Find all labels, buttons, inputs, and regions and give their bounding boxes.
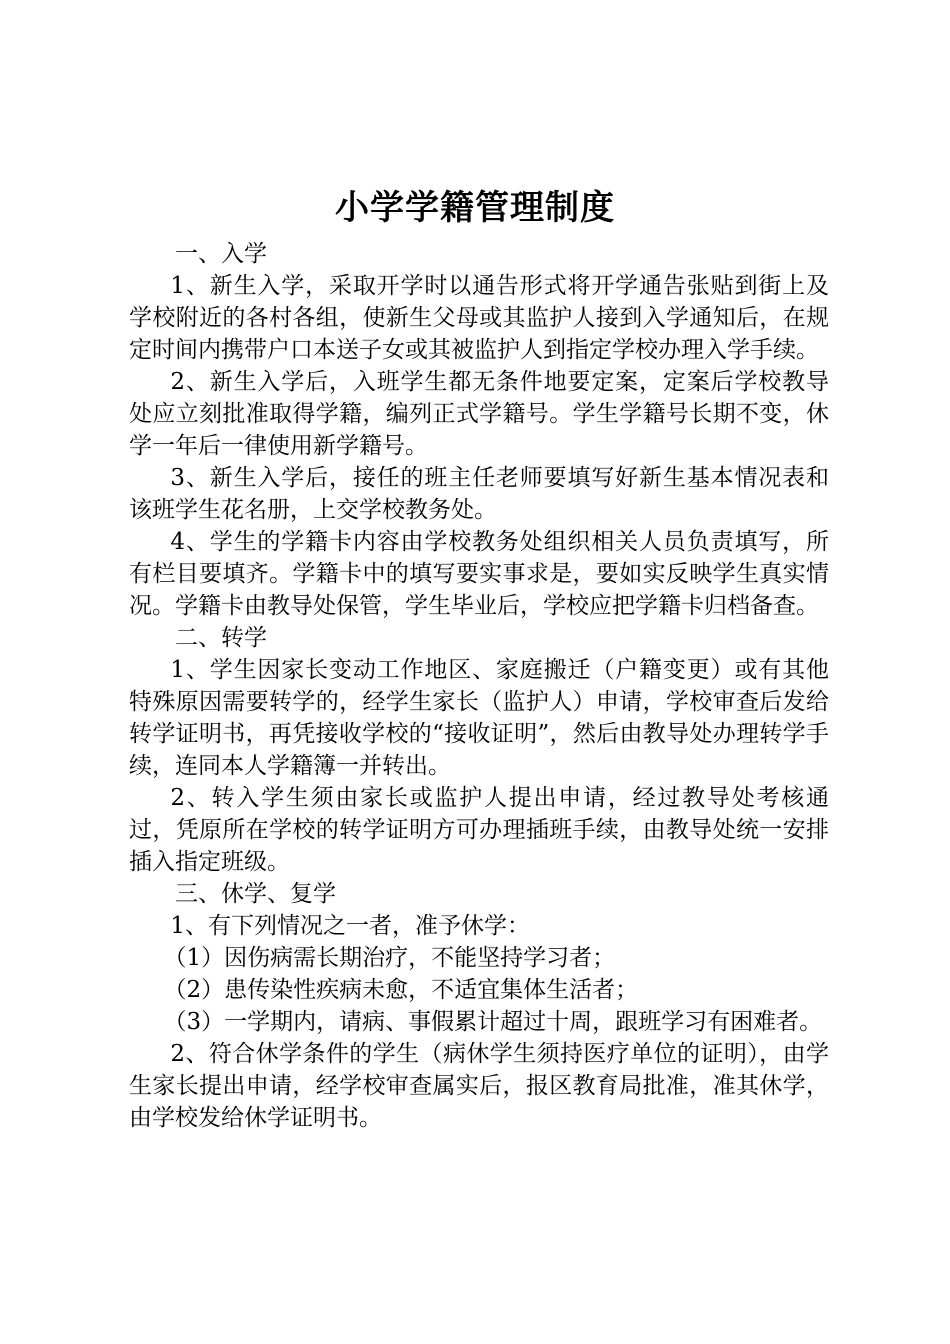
list-item: （3）一学期内，请病、事假累计超过十周，跟班学习有困难者。 (163, 1009, 823, 1035)
paragraph: 3、新生入学后，接任的班主任老师要填写好新生基本情况表和该班学生花名册，上交学校教务处。 (129, 465, 829, 523)
list-item: （2）患传染性疾病未愈，不适宜集体生活者； (163, 977, 639, 1003)
paragraph: 2、符合休学条件的学生（病休学生须持医疗单位的证明），由学生家长提出申请，经学校审查属实后，报区教育局批准，准其休学，由学校发给休学证明书。 (129, 1041, 829, 1131)
section-heading-transfer: 二、转学 (175, 625, 267, 651)
paragraph: 2、新生入学后，入班学生都无条件地要定案，定案后学校教导处应立刻批准取得学籍，编列正式学籍号。学生学籍号长期不变，休学一年后一律使用新学籍号。 (129, 369, 829, 459)
document-body (129, 238, 829, 1134)
section-heading-enrollment: 一、入学 (175, 241, 267, 267)
paragraph: 1、有下列情况之一者，准予休学： (170, 913, 531, 939)
section-heading-suspension: 三、休学、复学 (175, 881, 336, 907)
paragraph: 2、转入学生须由家长或监护人提出申请，经过教导处考核通过，凭原所在学校的转学证明方可办理插班手续，由教导处统一安排插入指定班级。 (129, 785, 829, 875)
paragraph: 1、学生因家长变动工作地区、家庭搬迁（户籍变更）或有其他特殊原因需要转学的，经学生家长（监护人）申请，学校审查后发给转学证明书，再凭接收学校的“接收证明”，然后由教导处办理转学手续，连同本人学籍簿一并转出。 (129, 657, 829, 779)
document-title: 小学学籍管理制度 (335, 188, 615, 228)
paragraph: 4、学生的学籍卡内容由学校教务处组织相关人员负责填写，所有栏目要填齐。学籍卡中的填写要实事求是，要如实反映学生真实情况。学籍卡由教导处保管，学生毕业后，学校应把学籍卡归档备查。 (129, 529, 829, 619)
list-item: （1）因伤病需长期治疗，不能坚持学习者； (163, 945, 616, 971)
paragraph: 1、新生入学，采取开学时以通告形式将开学通告张贴到街上及学校附近的各村各组，使新生父母或其监护人接到入学通知后，在规定时间内携带户口本送子女或其被监护人到指定学校办理入学手续。 (129, 273, 829, 363)
